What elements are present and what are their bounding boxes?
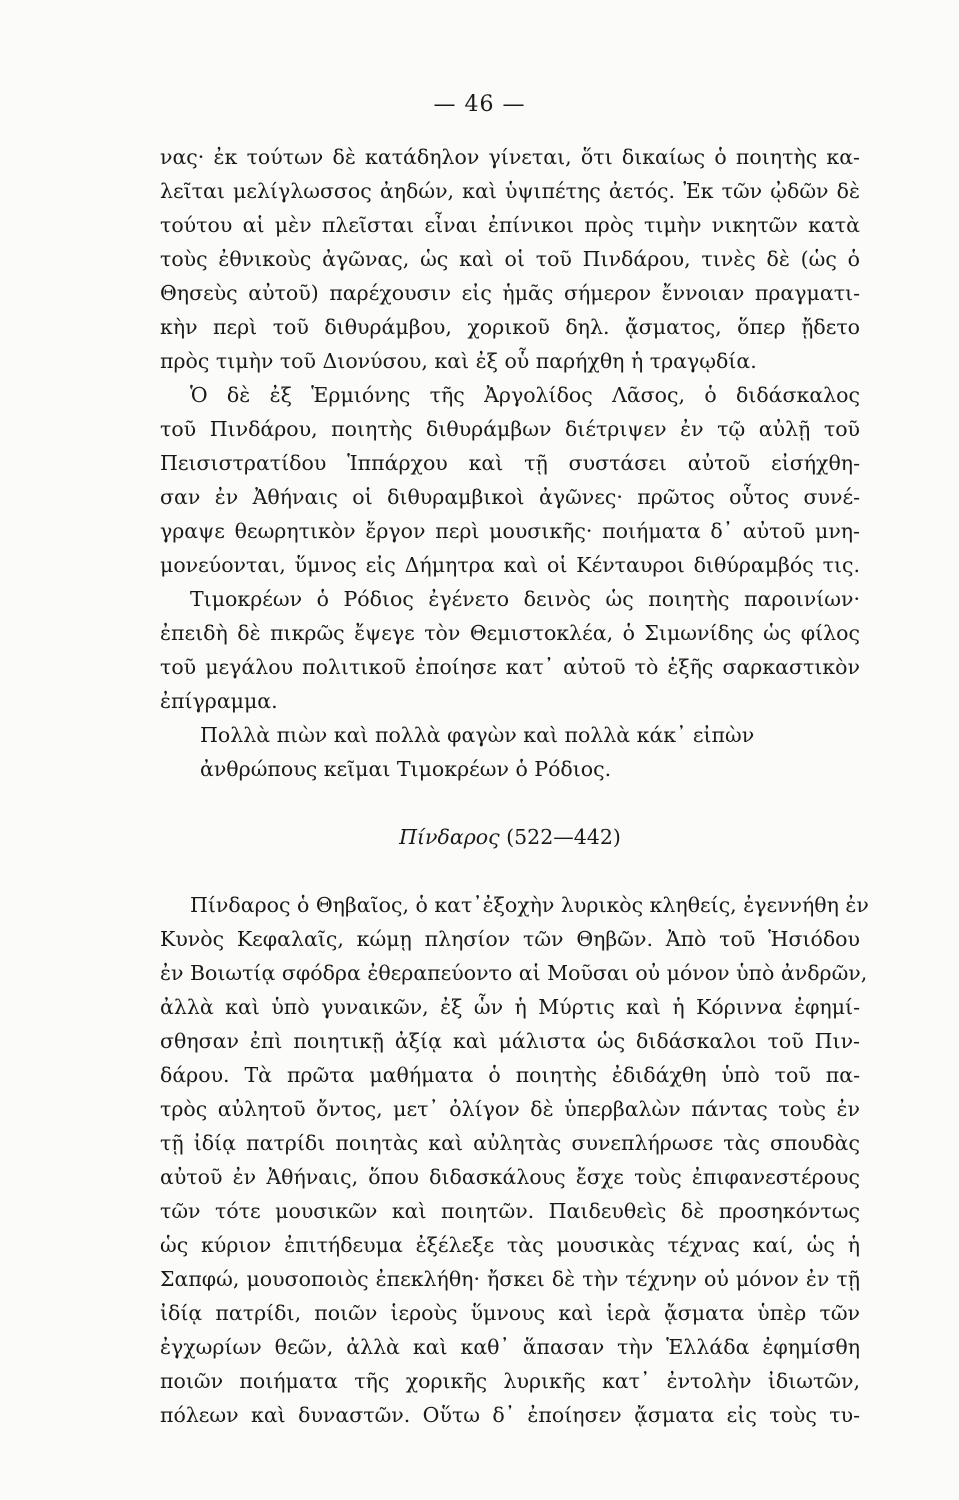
text-line: τοῦ μεγάλου πολιτικοῦ ἐποίησε κατ᾿ αὐτοῦ τὸ ἑξῆς σαρκαστικὸν <box>160 655 860 679</box>
verse-line: Πολλὰ πιὼν καὶ πολλὰ φαγὼν καὶ πολλὰ κάκ᾿ εἰπὼν <box>200 723 755 747</box>
text-line: μονεύονται, ὕμνος εἰς Δήμητρα καὶ οἱ Κένταυροι διθύραμβός τις. <box>160 553 860 577</box>
paragraph-3 <box>160 582 860 718</box>
text-line: νας· ἐκ τούτων δὲ κατάδηλον γίνεται, ὅτι δικαίως ὁ ποιητὴς κα- <box>160 145 860 169</box>
text-line: Σαπφώ, μουσοποιὸς ἐπεκλήθη· ἤσκει δὲ τὴν τέχνην οὐ μόνον ἐν τῇ <box>160 1267 860 1291</box>
text-line: ἐπειδὴ δὲ πικρῶς ἔψεγε τὸν Θεμιστοκλέα, ὁ Σιμωνίδης ὡς φίλος <box>160 621 860 645</box>
text-line: τοῦ Πινδάρου, ποιητὴς διθυράμβων διέτριψεν ἐν τῷ αὐλῇ τοῦ <box>160 417 860 441</box>
text-line: πρὸς τιμὴν τοῦ Διονύσου, καὶ ἐξ οὗ παρήχθη ἡ τραγῳδία. <box>160 349 757 373</box>
text-line: λεῖται μελίγλωσσος ἀηδών, καὶ ὑψιπέτης ἀετός. Ἐκ τῶν ᾠδῶν δὲ <box>160 179 860 203</box>
text-line: τρὸς αὐλητοῦ ὄντος, μετ᾿ ὀλίγον δὲ ὑπερβαλὼν πάντας τοὺς ἐν <box>160 1097 860 1121</box>
text-line: ἐγχωρίων θεῶν, ἀλλὰ καὶ καθ᾿ ἅπασαν τὴν Ἑλλάδα ἐφημίσθη <box>160 1335 860 1359</box>
text-line: ἰδίᾳ πατρίδι, ποιῶν ἱεροὺς ὕμνους καὶ ἱερὰ ᾄσματα ὑπὲρ τῶν <box>160 1301 860 1325</box>
text-line: τοὺς ἐθνικοὺς ἀγῶνας, ὡς καὶ οἱ τοῦ Πινδάρου, τινὲς δὲ (ὡς ὁ <box>160 247 860 271</box>
section-heading <box>160 820 860 854</box>
text-line: σαν ἐν Ἀθήναις οἱ διθυραμβικοὶ ἀγῶνες· πρῶτος οὗτος συνέ- <box>160 485 860 509</box>
text-line: πόλεων καὶ δυναστῶν. Οὕτω δ᾿ ἐποίησεν ᾄσματα εἰς τοὺς τυ- <box>160 1403 860 1427</box>
epigram-verse <box>160 718 860 786</box>
text-line: Τιμοκρέων ὁ Ρόδιος ἐγένετο δεινὸς ὡς ποιητὴς παροινίων· <box>190 587 860 611</box>
text-line: σθησαν ἐπὶ ποιητικῇ ἀξίᾳ καὶ μάλιστα ὡς διδάσκαλοι τοῦ Πιν- <box>160 1029 860 1053</box>
paragraph-2 <box>160 378 860 582</box>
text-line: Κυνὸς Κεφαλαῖς, κώμῃ πλησίον τῶν Θηβῶν. Ἀπὸ τοῦ Ἡσιόδου <box>160 927 860 951</box>
text-line: ποιῶν ποιήματα τῆς χορικῆς λυρικῆς κατ᾿ ἐντολὴν ἰδιωτῶν, <box>160 1369 860 1393</box>
text-line: Πεισιστρατίδου Ἱππάρχου καὶ τῇ συστάσει αὐτοῦ εἰσήχθη- <box>160 451 860 475</box>
text-line: ἐπίγραμμα. <box>160 689 278 713</box>
text-line: ὡς κύριον ἐπιτήδευμα ἐξέλεξε τὰς μουσικὰς τέχνας καί, ὡς ἡ <box>160 1233 860 1257</box>
text-line: αὐτοῦ ἐν Ἀθήναις, ὅπου διδασκάλους ἔσχε τοὺς ἐπιφανεστέρους <box>160 1165 860 1189</box>
text-line: τῇ ἰδίᾳ πατρίδι ποιητὰς καὶ αὐλητὰς συνεπλήρωσε τὰς σπουδὰς <box>160 1131 860 1155</box>
text-line: κὴν περὶ τοῦ διθυράμβου, χορικοῦ δηλ. ᾄσματος, ὅπερ ᾔδετο <box>160 315 860 339</box>
text-line: τούτου αἱ μὲν πλεῖσται εἶναι ἐπίνικοι πρὸς τιμὴν νικητῶν κατὰ <box>160 213 860 237</box>
verse-line: ἀνθρώπους κεῖμαι Τιμοκρέων ὁ Ρόδιος. <box>200 757 612 781</box>
text-line: Ὁ δὲ ἐξ Ἑρμιόνης τῆς Ἀργολίδος Λᾶσος, ὁ διδάσκαλος <box>190 383 860 407</box>
text-line: ἐν Βοιωτίᾳ σφόδρα ἐθεραπεύοντο αἱ Μοῦσαι οὐ μόνον ὑπὸ ἀνδρῶν, <box>160 961 868 985</box>
paragraph-4 <box>160 888 869 1432</box>
paragraph-1 <box>160 140 860 378</box>
text-line: γραψε θεωρητικὸν ἔργον περὶ μουσικῆς· ποιήματα δ᾿ αὐτοῦ μνη- <box>160 519 860 543</box>
text-line: ἀλλὰ καὶ ὑπὸ γυναικῶν, ἐξ ὧν ἡ Μύρτις καὶ ἡ Κόριννα ἐφημί- <box>160 995 860 1019</box>
heading-dates: (522—442) <box>506 825 621 849</box>
page-number: — 46 — <box>433 92 526 117</box>
text-line: Πίνδαρος ὁ Θηβαῖος, ὁ κατ᾿ἐξοχὴν λυρικὸς κληθείς, ἐγεννήθη ἐν <box>190 893 869 917</box>
text-line: τῶν τότε μουσικῶν καὶ ποιητῶν. Παιδευθεὶς δὲ προσηκόντως <box>160 1199 860 1223</box>
body-text <box>160 140 869 1432</box>
text-line: Θησεὺς αὐτοῦ) παρέχουσιν εἰς ἡμᾶς σήμερον ἔννοιαν πραγματι- <box>160 281 860 305</box>
heading-title: Πίνδαρος <box>399 825 500 849</box>
text-line: δάρου. Τὰ πρῶτα μαθήματα ὁ ποιητὴς ἐδιδάχθη ὑπὸ τοῦ πα- <box>160 1063 860 1087</box>
